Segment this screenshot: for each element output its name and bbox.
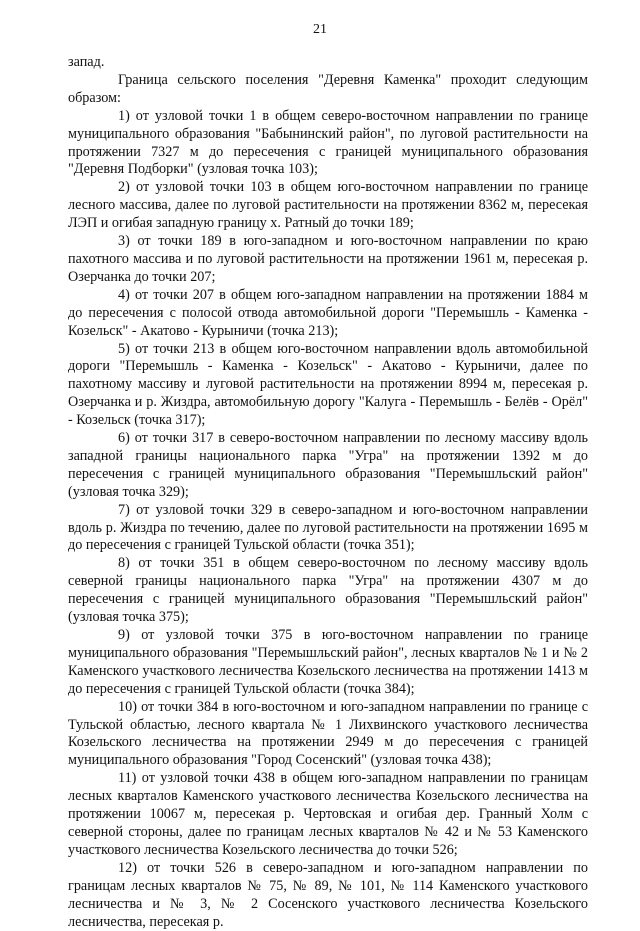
paragraph-continuation: запад. <box>68 54 105 70</box>
paragraph-item-10: 10) от точки 384 в юго-восточном и юго-западном направлении по границе с Тульской областью, лесного квартала № 1 Лихвинского участкового лесничества Козельского лесничества на протяжении 2949 м до пересечения с границей муниципального образования "Город Сосенский" (узловая точка 438); <box>68 698 588 769</box>
paragraph-item-11: 11) от узловой точки 438 в общем юго-западном направлении по границам лесных кварталов Каменского участкового лесничества Козельского лесничества на протяжении 10067 м, пересекая р. Чертовская и огибая дер. Гранный Холм с северной стороны, далее по границам лесных кварталов № 42 и № 53 Каменского участкового лесничества Козельского лесничества до точки 526; <box>68 770 588 858</box>
paragraph-item-2: 2) от узловой точки 103 в общем юго-восточном направлении по границе лесного массива, далее по луговой растительности на протяжении 8362 м, пересекая ЛЭП и огибая западную границу х. Ратный до точки 189; <box>68 179 588 232</box>
paragraph-item-1: 1) от узловой точки 1 в общем северо-восточном направлении по границе муниципального образования "Бабынинский район", по луговой растительности на протяжении 7327 м до пересечения с границей муниципального образования "Деревня Подборки" (узловая точка 103); <box>68 107 588 178</box>
paragraph-item-12: 12) от точки 526 в северо-западном и юго-западном направлении по границам лесных кварталов № 75, № 89, № 101, № 114 Каменского участкового лесничества и № 3, № 2 Сосенского участкового лесничества Козельского лесничества, пересекая р. <box>68 859 588 930</box>
page-number: 21 <box>313 22 327 37</box>
paragraph-item-7: 7) от узловой точки 329 в северо-западном и юго-восточном направлении вдоль р. Жиздра по течению, далее по луговой растительности на протяжении 1695 м до пересечения с границей Тульской области (точка 351); <box>68 501 588 554</box>
paragraph-item-6: 6) от точки 317 в северо-восточном направлении по лесному массиву вдоль западной границы национального парка "Угра" на протяжении 1392 м до пересечения с границей муниципального образования "Перемышльский район" (узловая точка 329); <box>68 430 588 500</box>
paragraph-item-3: 3) от точки 189 в юго-западном и юго-восточном направлении по краю пахотного массива и по луговой растительности на протяжении 1961 м, пересекая р. Озерчанка до точки 207; <box>68 233 588 285</box>
paragraph-item-8: 8) от точки 351 в общем северо-восточном по лесному массиву вдоль северной границы национального парка "Угра" на протяжении 4307 м до пересечения с границей муниципального образования "Перемышльский район" (узловая точка 375); <box>68 555 588 626</box>
paragraph-intro: Граница сельского поселения "Деревня Каменка" проходит следующим образом: <box>68 71 588 106</box>
paragraph-item-4: 4) от точки 207 в общем юго-западном направлении на протяжении 1884 м до пересечения с полосой отвода автомобильной дороги "Перемышль - Каменка - Козельск" - Акатово - Курыничи (точка 213); <box>68 286 588 339</box>
paragraph-item-5: 5) от точки 213 в общем юго-восточном направлении вдоль автомобильной дороги "Перемышль - Каменка - Козельск" - Акатово - Курыничи, далее по пахотному массиву и луговой растительности на протяжении 8994 м, пересекая р. Озерчанка и р. Жиздра, автомобильную дорогу "Калуга - Перемышль - Белёв - Орёл" - Козельск (точка 317); <box>68 340 588 429</box>
document-body <box>68 54 588 931</box>
paragraph-item-9: 9) от узловой точки 375 в юго-восточном направлении по границе муниципального образования "Перемышльский район", лесных кварталов № 1 и № 2 Каменского участкового лесничества Козельского лесничества на протяжении 1413 м до пересечения с границей Тульской области (точка 384); <box>68 627 588 697</box>
